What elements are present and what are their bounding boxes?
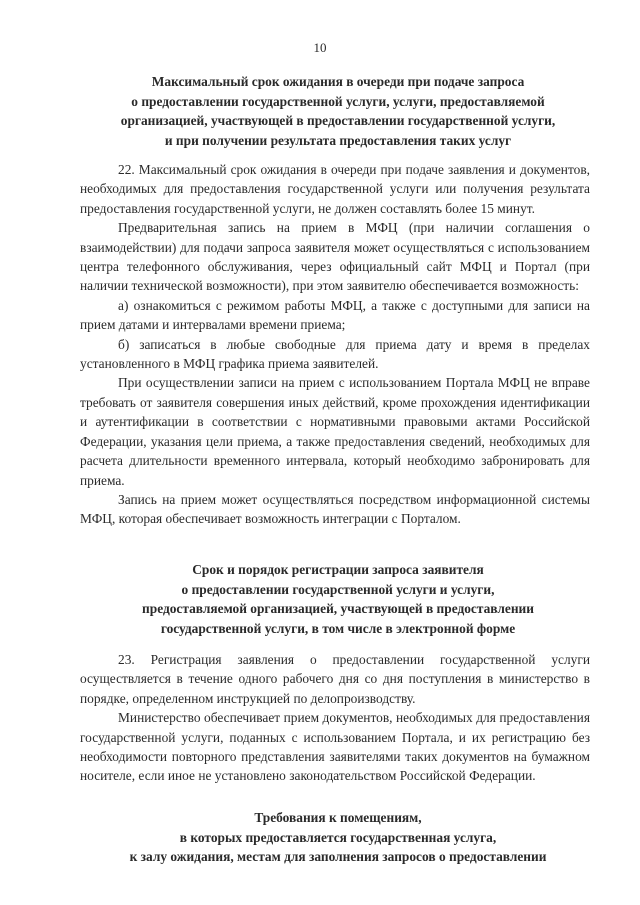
heading-line: Требования к помещениям,	[254, 810, 422, 825]
heading-line: предоставляемой организацией, участвующей в предоставлении	[142, 601, 534, 616]
paragraph: 23. Регистрация заявления о предоставлении государственной услуги осуществляется в течение одного рабочего дня со дня поступления в министерство в порядке, определенном инструкцией по делопроизводству.	[80, 652, 590, 706]
heading-line: Срок и порядок регистрации запроса заявителя	[192, 562, 484, 577]
paragraph: При осуществлении записи на прием с использованием Портала МФЦ не вправе требовать от заявителя совершения иных действий, кроме прохождения идентификации и аутентификации в соответствии с нормативными правовыми актами Российской Федерации, указания цели приема, а также предоставления сведений, необходимых для расчета длительности временного интервала, который необходимо забронировать для приема.	[80, 375, 590, 488]
heading-line: о предоставлении государственной услуги и услуги,	[181, 581, 495, 597]
paragraph: Предварительная запись на прием в МФЦ (при наличии соглашения о взаимодействии) для подачи запроса заявителя может осуществляться с использованием центра телефонного обслуживания, через официальный сайт МФЦ и Портал (при наличии технической возможности), при этом заявителю обеспечивается возможность:	[80, 220, 590, 294]
heading-line: организацией, участвующей в предоставлении государственной услуги,	[120, 113, 556, 128]
heading-line: в которых предоставляется государственная услуга,	[179, 829, 497, 845]
section-heading-premises	[78, 808, 598, 867]
heading-line: Максимальный срок ожидания в очереди при подаче запроса	[151, 74, 525, 89]
section-body-waiting-time	[80, 160, 590, 529]
list-item: а) ознакомиться с режимом работы МФЦ, а также с доступными для записи на прием датами и интервалами времени приема;	[80, 297, 590, 333]
heading-line: государственной услуги, в том числе в электронной форме	[160, 620, 516, 636]
heading-line: о предоставлении государственной услуги, услуги, предоставляемой	[131, 93, 545, 109]
list-item: б) записаться в любые свободные для приема дату и время в пределах установленного в МФЦ графика приема заявителей.	[80, 336, 590, 372]
heading-line: и при получении результата предоставления таких услуг	[164, 132, 512, 148]
section-heading-registration	[78, 560, 598, 638]
paragraph: 22. Максимальный срок ожидания в очереди при подаче заявления и документов, необходимых для предоставления государственной услуги или получения результата предоставления государственной услуги, не должен составлять более 15 минут.	[80, 162, 590, 216]
heading-line: к залу ожидания, местам для заполнения запросов о предоставлении	[129, 849, 547, 864]
section-body-registration	[80, 650, 590, 786]
section-heading-waiting-time	[78, 72, 598, 150]
page-number: 10	[313, 40, 327, 55]
paragraph: Запись на прием может осуществляться посредством информационной системы МФЦ, которая обеспечивает возможность интеграции с Порталом.	[80, 491, 590, 527]
paragraph: Министерство обеспечивает прием документов, необходимых для предоставления государственной услуги, поданных с использованием Портала, и их регистрацию без необходимости повторного представления заявителями таких документов на бумажном носителе, если иное не установлено законодательством Российской Федерации.	[80, 710, 590, 784]
